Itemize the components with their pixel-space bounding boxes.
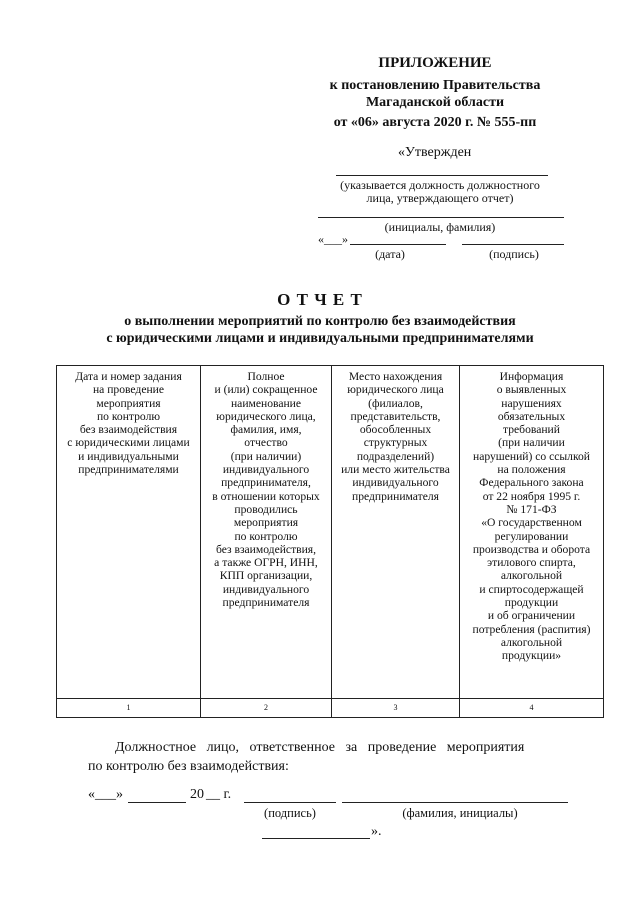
cell-text-line: и (или) сокращенное bbox=[214, 383, 318, 397]
cell-text-line: проводились bbox=[234, 502, 298, 516]
cell-text-line: о выявленных bbox=[496, 383, 567, 397]
sign-name-line bbox=[342, 802, 568, 803]
date-label: (дата) bbox=[375, 247, 405, 261]
cell-text-line: мероприятия bbox=[233, 516, 299, 530]
cell-text-line: юридического лица bbox=[347, 383, 444, 397]
cell-text-line: предпринимателя, bbox=[221, 476, 311, 490]
decree-line-3: от «06» августа 2020 г. № 555-пп bbox=[333, 115, 537, 130]
cell-text-line: и спиртосодержащей bbox=[479, 582, 584, 596]
cell-text-line: продукции» bbox=[501, 649, 562, 663]
position-hint-2: лица, утверждающего отчет) bbox=[366, 191, 514, 205]
cell-text-line: по контролю bbox=[234, 529, 298, 543]
cell-text-line: (при наличии) bbox=[230, 449, 302, 463]
report-subtitle-2: с юридическими лицами и индивидуальными предпринимателями bbox=[106, 331, 534, 346]
cell-text-line: (при наличии bbox=[498, 436, 565, 450]
cell-text-line: наименование bbox=[230, 396, 302, 410]
cell-text-line: по контролю bbox=[96, 409, 161, 423]
cell-text-line: подразделений) bbox=[356, 449, 435, 463]
cell-text-line: представительств, bbox=[350, 409, 441, 423]
cell-text-line: с юридическими лицами bbox=[67, 436, 190, 450]
report-title: О Т Ч Е Т bbox=[277, 290, 363, 309]
column-violations bbox=[460, 366, 604, 699]
cell-text-line: структурных bbox=[363, 436, 428, 450]
column-date-task bbox=[57, 366, 201, 699]
decree-line-2: Магаданской области bbox=[365, 95, 505, 110]
report-table bbox=[56, 365, 604, 718]
sign-date-line bbox=[128, 802, 186, 803]
cell-text-line: отчество bbox=[244, 436, 288, 450]
cell-text-line: от 22 ноября 1995 г. bbox=[482, 489, 581, 503]
position-line bbox=[336, 175, 548, 176]
cell-text-line: обособленных bbox=[359, 423, 432, 437]
cell-text-line: КПП организации, bbox=[219, 569, 313, 583]
position-hint-1: (указывается должность должностного bbox=[340, 178, 540, 192]
cell-text-line: Информация bbox=[499, 370, 564, 383]
approved-label: «Утвержден bbox=[398, 145, 472, 160]
cell-text-line: Дата и номер задания bbox=[75, 370, 182, 383]
sign-signature-label: (подпись) bbox=[264, 806, 316, 820]
cell-text-line: предпринимателями bbox=[78, 463, 179, 477]
sign-signature-line bbox=[244, 802, 336, 803]
cell-text-line: этилового спирта, bbox=[487, 556, 576, 570]
sign-date-open: «___» bbox=[88, 787, 123, 802]
table-header-row bbox=[57, 366, 604, 699]
cell-text-line: и индивидуальными bbox=[78, 449, 179, 463]
cell-text-line: требований bbox=[503, 423, 560, 437]
decree-line-1: к постановлению Правительства bbox=[329, 78, 541, 93]
name-line bbox=[318, 217, 564, 218]
cell-text-line: предпринимателя bbox=[352, 489, 439, 503]
cell-text-line: фамилия, имя, bbox=[230, 423, 302, 437]
cell-text-line: потребления (распития) bbox=[472, 622, 591, 636]
cell-text-line: алкогольной bbox=[500, 569, 563, 583]
name-hint: (инициалы, фамилия) bbox=[384, 220, 496, 234]
signature-line bbox=[462, 244, 564, 245]
cell-text-line: нарушениях bbox=[501, 396, 562, 410]
cell-text-line: № 171-ФЗ bbox=[506, 502, 557, 516]
closing-mark: ». bbox=[371, 824, 382, 839]
cell-text-line: Место нахождения bbox=[348, 370, 443, 383]
cell-text-line: или место жительства bbox=[341, 463, 450, 477]
column-number: 4 bbox=[460, 699, 604, 718]
cell-text-line: «О государственном bbox=[481, 516, 582, 530]
cell-text-line: продукции bbox=[504, 596, 559, 610]
cell-text-line: а также ОГРН, ИНН, bbox=[214, 556, 318, 570]
report-subtitle-1: о выполнении мероприятий по контролю без взаимодействия bbox=[124, 314, 516, 329]
cell-text-line: производства и оборота bbox=[472, 542, 591, 556]
cell-text-line: обязательных bbox=[497, 409, 566, 423]
cell-text-line: в отношении которых bbox=[212, 489, 320, 503]
cell-text-line: нарушений) со ссылкой bbox=[473, 449, 590, 463]
column-number: 3 bbox=[332, 699, 460, 718]
column-number: 1 bbox=[57, 699, 201, 718]
cell-text-line: Федерального закона bbox=[479, 476, 584, 490]
responsible-text-1: Должностное лицо, ответственное за проведение мероприятия bbox=[115, 740, 525, 755]
cell-text-line: мероприятия bbox=[96, 396, 161, 410]
cell-text-line: (филиалов, bbox=[368, 396, 423, 410]
cell-text-line: без взаимодействия bbox=[79, 423, 178, 437]
cell-text-line: индивидуального bbox=[222, 582, 310, 596]
cell-text-line: юридического лица, bbox=[216, 409, 316, 423]
cell-text-line: на проведение bbox=[92, 383, 165, 397]
column-number: 2 bbox=[201, 699, 332, 718]
cell-text-line: и об ограничении bbox=[487, 609, 576, 623]
cell-text-line: индивидуального bbox=[352, 476, 439, 490]
cell-text-line: индивидуального bbox=[222, 463, 310, 477]
signature-label-top: (подпись) bbox=[489, 247, 539, 261]
responsible-text-2: по контролю без взаимодействия: bbox=[88, 759, 289, 774]
cell-text-line: без взаимодействия, bbox=[215, 542, 317, 556]
cell-text-line: предпринимателя bbox=[222, 596, 310, 610]
table-number-row bbox=[57, 699, 604, 718]
appendix-title: ПРИЛОЖЕНИЕ bbox=[378, 55, 492, 71]
column-entity-name bbox=[201, 366, 332, 699]
cell-text-line: алкогольной bbox=[500, 635, 563, 649]
cell-text-line: Полное bbox=[247, 370, 285, 383]
cell-text-line: регулировании bbox=[494, 529, 569, 543]
column-location bbox=[332, 366, 460, 699]
sign-year-prefix: 20 bbox=[190, 787, 204, 802]
cell-text-line: на положения bbox=[497, 463, 566, 477]
closing-line bbox=[262, 838, 370, 839]
date-line bbox=[350, 244, 446, 245]
date-open: «___» bbox=[318, 232, 348, 246]
sign-name-label: (фамилия, инициалы) bbox=[402, 806, 518, 820]
sign-year-suffix: __ г. bbox=[206, 787, 232, 802]
